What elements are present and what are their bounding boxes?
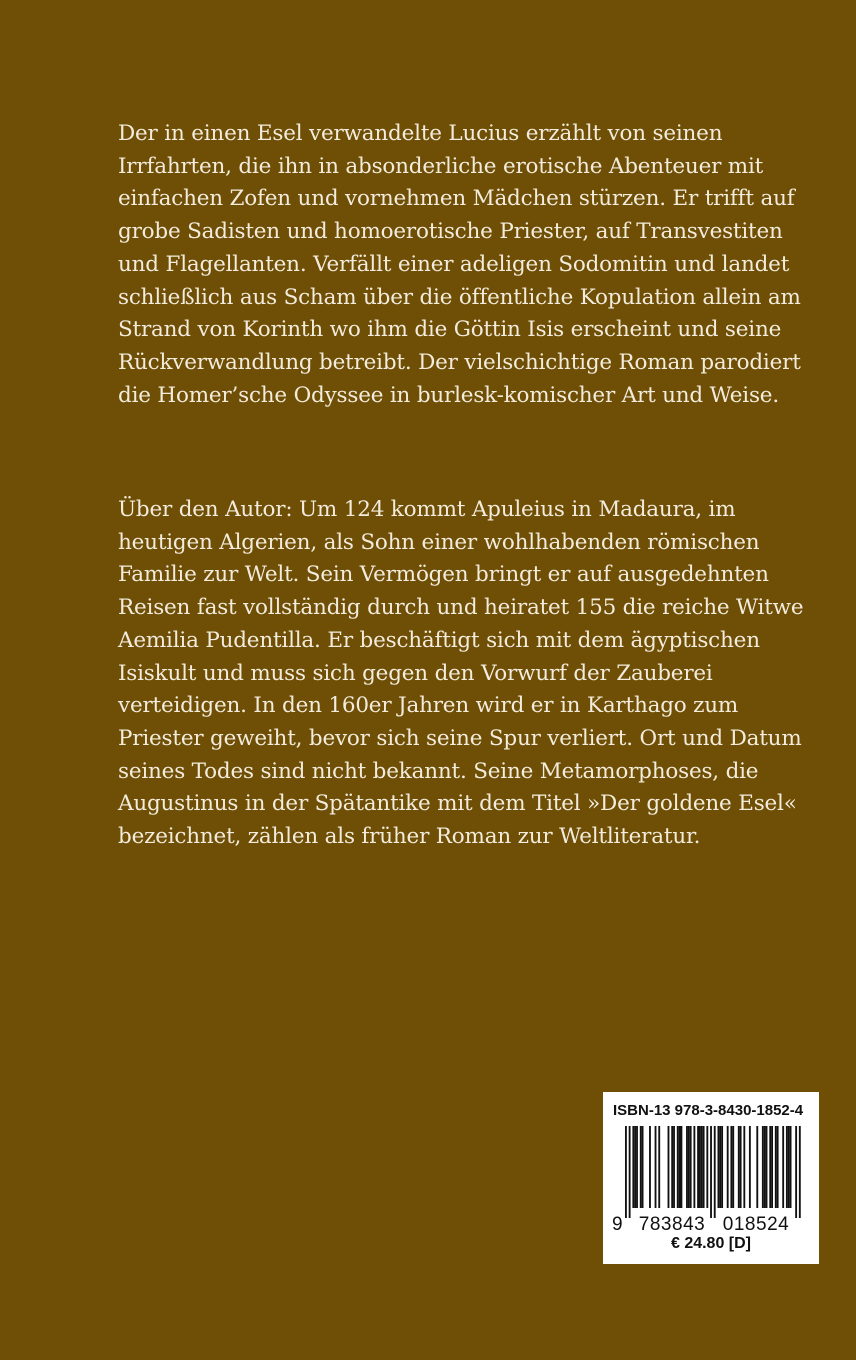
barcode-guard-bar xyxy=(795,1126,797,1218)
barcode-bar xyxy=(706,1126,708,1208)
text-line: heutigen Algerien, als Sohn einer wohlhabenden römischen xyxy=(118,529,760,555)
text-line: Priester geweiht, bevor sich seine Spur verliert. Ort und Datum xyxy=(118,725,802,751)
barcode-bar xyxy=(693,1126,695,1208)
text-line: und Flagellanten. Verfällt einer adeligen Sodomitin und landet xyxy=(118,251,790,277)
barcode-bar xyxy=(655,1126,657,1208)
barcode-bar xyxy=(738,1126,740,1208)
price-label: € 24.80 [D] xyxy=(670,1235,752,1252)
barcode-bar xyxy=(649,1126,651,1208)
barcode-bar xyxy=(775,1126,777,1208)
barcode-bar xyxy=(740,1126,742,1208)
text-line: Irrfahrten, die ihn in absonderliche erotische Abenteuer mit xyxy=(118,153,764,179)
barcode-bar xyxy=(771,1126,773,1208)
barcode-bar xyxy=(732,1126,734,1208)
text-line: Augustinus in der Spätantike mit dem Titel »Der goldene Esel« xyxy=(118,791,797,817)
barcode-bar xyxy=(632,1126,634,1208)
text-line: die Homer’sche Odyssee in burlesk-komischer Art und Weise. xyxy=(118,382,779,408)
barcode-bar xyxy=(790,1126,792,1208)
text-line: grobe Sadisten und homoerotische Priester, auf Transvestiten xyxy=(118,219,783,245)
barcode-digits-right: 018524 xyxy=(722,1214,790,1235)
barcode-bar xyxy=(673,1126,675,1208)
barcode-bar xyxy=(679,1126,681,1208)
text-line: verteidigen. In den 160er Jahren wird er in Karthago zum xyxy=(118,693,739,719)
text-line: schließlich aus Scham über die öffentliche Kopulation allein am xyxy=(118,284,801,310)
barcode-bar xyxy=(697,1126,699,1208)
barcode-bar xyxy=(688,1126,690,1208)
blurb-paragraph-author xyxy=(118,494,808,854)
barcode-bar xyxy=(677,1126,679,1208)
text-line: Strand von Korinth wo ihm die Göttin Isis erscheint und seine xyxy=(118,317,782,343)
barcode-guard-bar xyxy=(710,1126,712,1218)
barcode-guard-bar xyxy=(629,1126,631,1218)
barcode-bar xyxy=(721,1126,723,1208)
text-line: Familie zur Welt. Sein Vermögen bringt er auf ausgedehnten xyxy=(118,562,769,588)
blurb-paragraph-story xyxy=(118,118,808,412)
barcode-bar xyxy=(699,1126,701,1208)
barcode-label xyxy=(603,1092,819,1264)
barcode-bar xyxy=(727,1126,729,1208)
barcode-digits-left: 783843 xyxy=(638,1214,706,1235)
barcode-bar xyxy=(762,1126,764,1208)
barcode-bar xyxy=(777,1126,779,1208)
barcode-digit-first: 9 xyxy=(612,1214,623,1235)
barcode-guard-bar xyxy=(625,1126,627,1218)
barcode-bar xyxy=(782,1126,784,1208)
text-line: Reisen fast vollständig durch und heiratet 155 die reiche Witwe xyxy=(118,595,804,621)
barcode-bar xyxy=(634,1126,636,1208)
barcode-image xyxy=(609,1126,813,1236)
barcode-bar xyxy=(686,1126,688,1208)
barcode-bar xyxy=(668,1126,670,1208)
barcode-bar xyxy=(718,1126,720,1208)
text-line: Isiskult und muss sich gegen den Vorwurf der Zauberei xyxy=(118,660,713,686)
barcode-bar xyxy=(788,1126,790,1208)
barcode-bar xyxy=(701,1126,703,1208)
barcode-bar xyxy=(658,1126,660,1208)
barcode-bar xyxy=(769,1126,771,1208)
barcode-bar xyxy=(749,1126,751,1208)
text-line: Aemilia Pudentilla. Er beschäftigt sich mit dem ägyptischen xyxy=(118,627,760,653)
barcode-bar xyxy=(636,1126,638,1208)
barcode-bar xyxy=(671,1126,673,1208)
text-line: einfachen Zofen und vornehmen Mädchen stürzen. Er trifft auf xyxy=(118,186,795,212)
barcode-guard-bar xyxy=(714,1126,716,1218)
text-line: Über den Autor: Um 124 kommt Apuleius in Madaura, im xyxy=(118,497,736,522)
text-line: Rückverwandlung betreibt. Der vielschichtige Roman parodiert xyxy=(118,349,801,375)
barcode-bar xyxy=(730,1126,732,1208)
barcode-bar xyxy=(681,1126,683,1208)
text-line: Der in einen Esel verwandelte Lucius erzählt von seinen xyxy=(118,121,723,146)
barcode-bar xyxy=(703,1126,705,1208)
barcode-bar xyxy=(640,1126,642,1208)
barcode-bar xyxy=(743,1126,745,1208)
barcode-bar xyxy=(764,1126,766,1208)
barcode-bar xyxy=(719,1126,721,1208)
barcode-bar xyxy=(766,1126,768,1208)
text-line: seines Todes sind nicht bekannt. Seine Metamorphoses, die xyxy=(118,758,759,784)
barcode-bar xyxy=(690,1126,692,1208)
text-line: bezeichnet, zählen als früher Roman zur Weltliteratur. xyxy=(118,824,701,850)
barcode-guard-bar xyxy=(799,1126,801,1218)
barcode-bars xyxy=(625,1126,801,1218)
barcode-bar xyxy=(642,1126,644,1208)
isbn-number: ISBN-13 978-3-8430-1852-4 xyxy=(613,1102,804,1119)
barcode-bar xyxy=(786,1126,788,1208)
barcode-bar xyxy=(756,1126,758,1208)
